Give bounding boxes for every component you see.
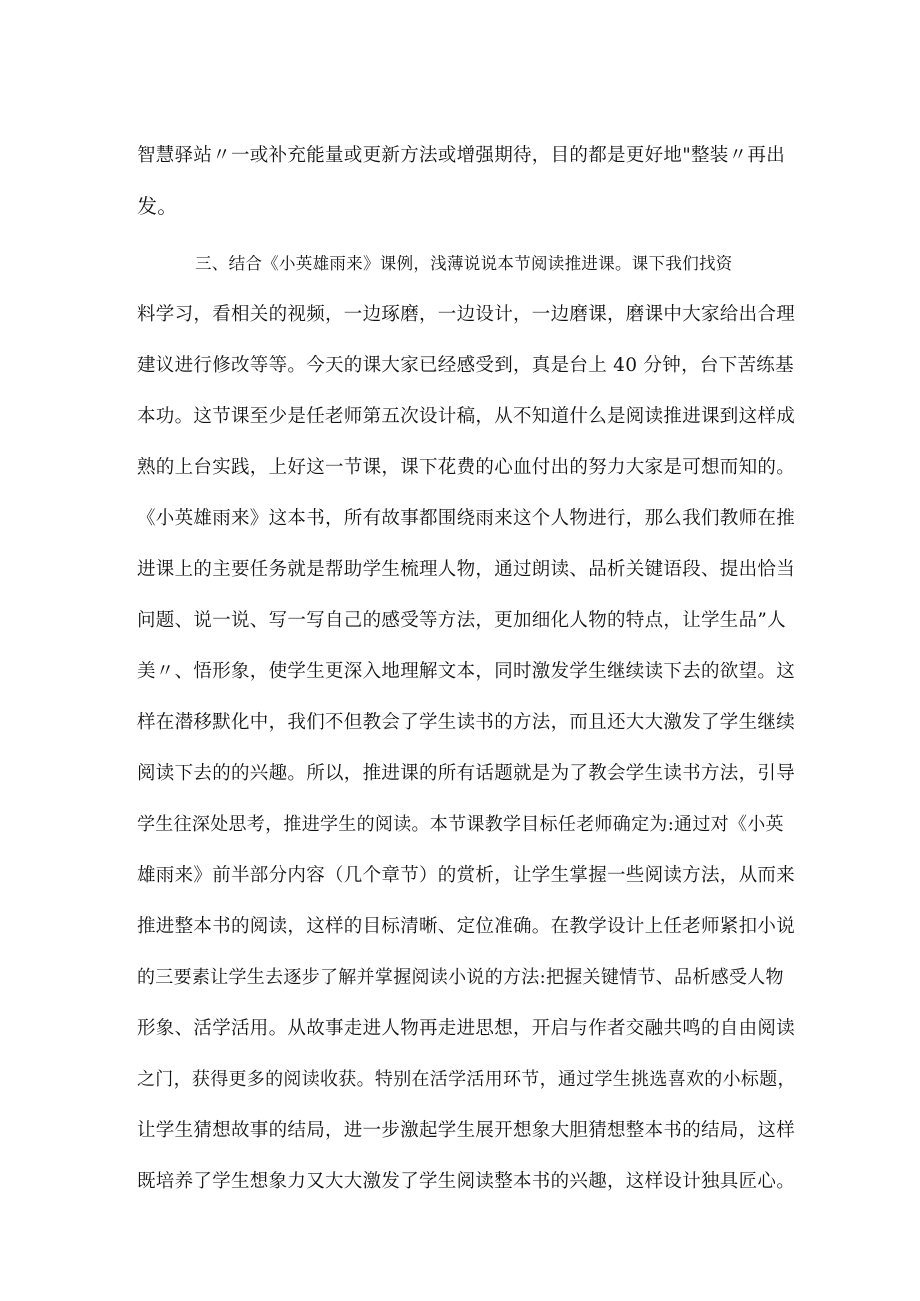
text-line: 《小英雄雨来》这本书，所有故事都围绕雨来这个人物进行，那么我们教师在推 — [137, 508, 796, 529]
text-line: 建议进行修改等等。今天的课大家已经感受到，真是台上 40 分钟，台下苦练基 — [137, 355, 794, 376]
paragraph-1 — [137, 130, 797, 232]
text-line: 推进整本书的阅读，这样的目标清晰、定位准确。在教学设计上任老师紧扣小说 — [137, 916, 796, 937]
text-line: 发。 — [137, 194, 178, 218]
text-line: 之门，获得更多的阅读收获。特别在活学活用环节，通过学生挑选喜欢的小标题， — [137, 1069, 796, 1090]
text-line: 形象、活学活用。从故事走进人物再走进思想，开启与作者交融共鸣的自由阅读 — [137, 1018, 796, 1039]
text-line: 学生往深处思考，推进学生的阅读。本节课教学目标任老师确定为:通过对《小英 — [137, 814, 784, 835]
text-line: 熟的上台实践，上好这一节课，课下花费的心血付出的努力大家是可想而知的。 — [137, 457, 796, 478]
text-line: 雄雨来》前半部分内容（几个章节）的赏析，让学生掌握一些阅读方法，从而来 — [137, 865, 796, 886]
text-line: 料学习，看相关的视频，一边琢磨，一边设计，一边磨课，磨课中大家给出合理 — [137, 304, 796, 325]
text-line: 既培养了学生想象力又大大激发了学生阅读整本书的兴趣，这样设计独具匠心。 — [137, 1171, 796, 1192]
text-line: 智慧驿站〃一或补充能量或更新方法或增强期待，目的都是更好地"整装〃再出 — [137, 145, 786, 166]
text-line: 美〃、悟形象，使学生更深入地理解文本，同时激发学生继续读下去的欲望。这 — [137, 661, 796, 682]
text-line: 三、结合《小英雄雨来》课例，浅薄说说本节阅读推进课。课下我们找资 — [195, 254, 733, 273]
text-line: 进课上的主要任务就是帮助学生梳理人物，通过朗读、品析关键语段、提出恰当 — [137, 559, 796, 580]
paragraph-2 — [137, 238, 797, 1207]
text-line: 样在潜移默化中，我们不但教会了学生读书的方法，而且还大大激发了学生继续 — [137, 712, 796, 733]
text-line: 让学生猜想故事的结局，进一步激起学生展开想象大胆猜想整本书的结局，这样 — [137, 1120, 796, 1141]
text-line: 的三要素让学生去逐步了解并掌握阅读小说的方法:把握关键情节、品析感受人物 — [137, 967, 784, 988]
text-line: 阅读下去的的兴趣。所以，推进课的所有话题就是为了教会学生读书方法，引导 — [137, 763, 796, 784]
text-line: 问题、说一说、写一写自己的感受等方法，更加细化人物的特点，让学生品”人 — [137, 610, 786, 631]
text-line: 本功。这节课至少是任老师第五次设计稿，从不知道什么是阅读推进课到这样成 — [137, 406, 796, 427]
